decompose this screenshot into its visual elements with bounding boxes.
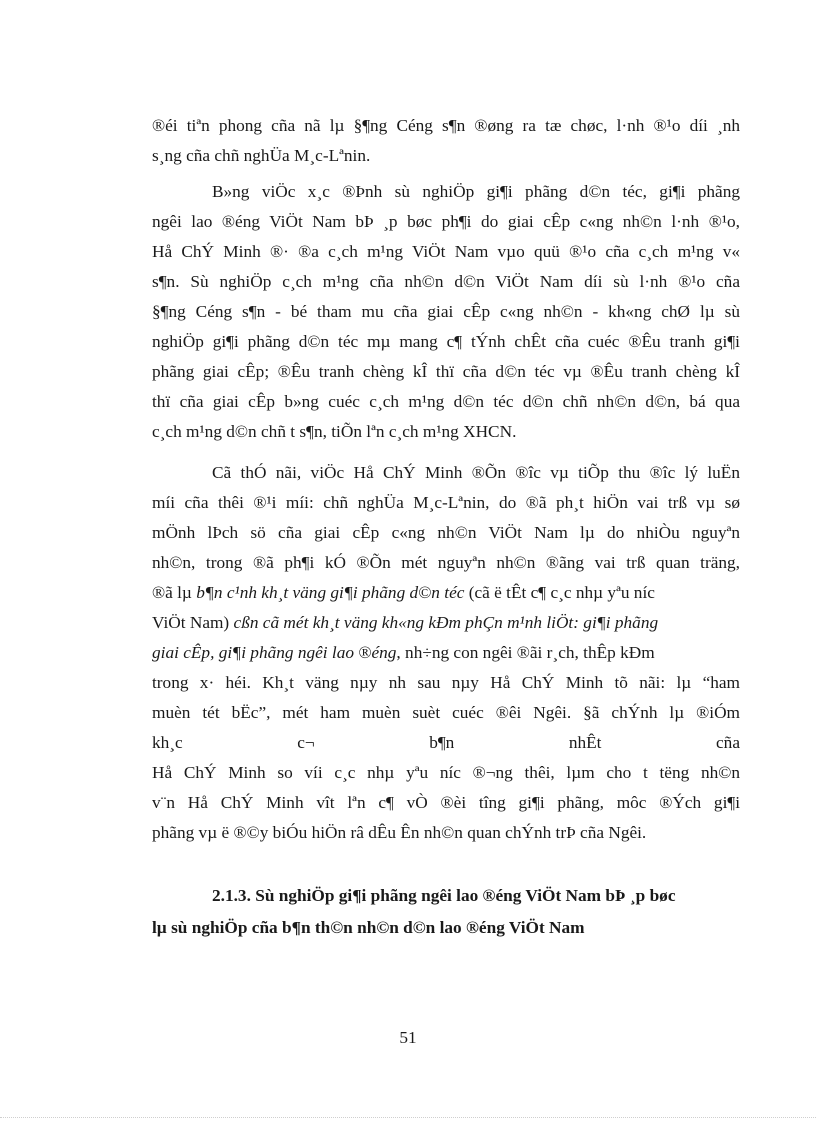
text-line-mixed [152,638,740,668]
text-line: Hå ChÝ Minh ®· ®a c¸ch m¹ng ViÖt Nam vµo quü ®¹o cña c¸ch m¹ng v« [152,242,740,261]
text-line: §¶ng Céng s¶n - bé tham mu cña giai cÊp c«ng nh©n - kh«ng chØ lµ sù [152,302,740,321]
page-bottom-divider [0,1117,816,1118]
text-line: Cã thÓ nãi, viÖc Hå ChÝ Minh ®Õn ®îc vµ tiÕp thu ®îc lý luËn [212,463,740,482]
text-run: ®ã lµ [152,583,192,602]
text-line: mÖnh lÞch sö cña giai cÊp c«ng nh©n ViÖt Nam lµ do nhiÒu nguyªn [152,523,740,542]
text-run: ViÖt Nam) [152,613,230,632]
text-line: míi cña thêi ®¹i míi: chñ nghÜa M¸c-Lªnin, do ®ã ph¸t hiÖn vai trß vµ sø [152,493,740,512]
text-run: , nh÷ng con ngêi ®ãi r¸ch, thÊp kÐm [396,643,655,662]
text-line-mixed [152,578,740,608]
section-heading [152,880,740,944]
text-line: v¨n Hå ChÝ Minh vît lªn c¶ vÒ ®èi tîng gi¶i phãng, môc ®Ých gi¶i [152,793,740,812]
text-line: thï cña giai cÊp b»ng cuéc c¸ch m¹ng d©n téc d©n chñ nh©n d©n, bá qua [152,392,740,411]
text-line: ngêi lao ®éng ViÖt Nam bÞ ¸p bøc ph¶i do giai cÊp c«ng nh©n l·nh ®¹o, [152,212,740,231]
italic-run: giai cÊp, gi¶i phãng ngêi lao ®éng [152,643,397,662]
text-line: phãng vµ ë ®©y biÓu hiÖn râ dÊu Ên nh©n quan chÝnh trÞ cña Ngêi. [152,823,647,842]
italic-run: b¶n c¹nh kh¸t väng gi¶i phãng d©n téc [196,583,465,602]
text-line: ®éi tiªn phong cña nã lµ §¶ng Céng s¶n ®øng ra tæ chøc, l·nh ®¹o díi ¸nh [152,116,740,135]
text-line: Hå ChÝ Minh so víi c¸c nhµ yªu níc ®¬ng thêi, lµm cho t tëng nh©n [152,763,740,782]
text-line: s¸ng cña chñ nghÜa M¸c-Lªnin. [152,146,371,165]
text-line: muèn tét bËc”, mét ham muèn suèt cuéc ®êi Ngêi. §ã chÝnh lµ ®iÓm [152,703,740,722]
paragraph-3 [152,458,740,848]
heading-line: 2.1.3. Sù nghiÖp gi¶i phãng ngêi lao ®éng ViÖt Nam bÞ ¸p bøc [212,886,676,905]
heading-line: lµ sù nghiÖp cña b¶n th©n nh©n d©n lao ®éng ViÖt Nam [152,918,585,937]
text-line: s¶n. Sù nghiÖp c¸ch m¹ng cña nh©n d©n ViÖt Nam díi sù l·nh ®¹o cña [152,272,740,291]
paragraph-1 [152,111,740,171]
text-line: phãng giai cÊp; ®Êu tranh chèng kÎ thï cña d©n téc vµ ®Êu tranh chèng kÎ [152,362,740,381]
text-line: nh©n, trong ®ã ph¶i kÓ ®Õn mét nguyªn nh©n ®ãng vai trß quan träng, [152,553,740,572]
page-number: 51 [399,1028,417,1047]
text-line: kh¸c c¬ b¶n nhÊt cña [152,733,740,752]
text-run: (cã ë tÊt c¶ c¸c nhµ yªu níc [468,583,655,602]
text-line: c¸ch m¹ng d©n chñ t s¶n, tiÕn lªn c¸ch m¹ng XHCN. [152,422,517,441]
paragraph-2 [152,177,740,447]
italic-run: cßn cã mét kh¸t väng kh«ng kÐm phÇn m¹nh liÖt: gi¶i phãng [233,613,659,632]
text-line-mixed [152,608,740,638]
text-line: B»ng viÖc x¸c ®Þnh sù nghiÖp gi¶i phãng d©n téc, gi¶i phãng [212,182,740,201]
text-line: trong x· héi. Kh¸t väng nµy nh sau nµy Hå ChÝ Minh tõ nãi: lµ “ham [152,673,740,692]
text-line: nghiÖp gi¶i phãng d©n téc mµ mang c¶ tÝnh chÊt cña cuéc ®Êu tranh gi¶i [152,332,740,351]
